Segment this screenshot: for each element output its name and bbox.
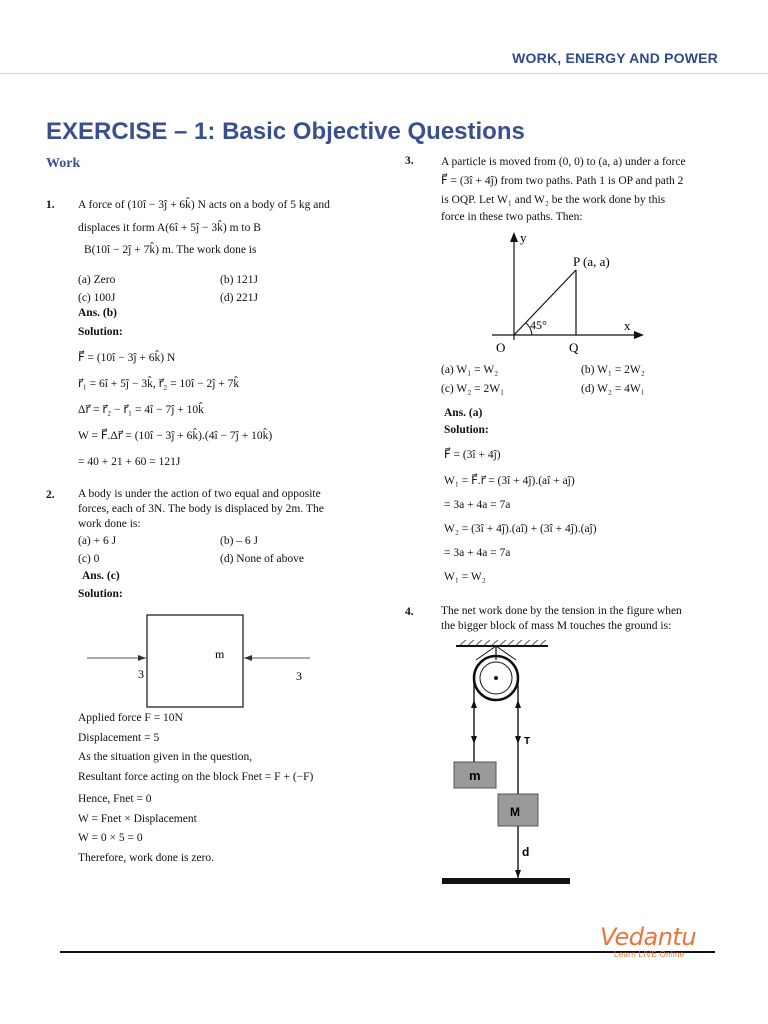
solution-label: Solution: [78, 588, 123, 600]
question-number: 2. [46, 489, 55, 501]
x-label: x [624, 318, 631, 333]
options [78, 272, 362, 306]
solution-step: W = 0 × 5 = 0 [78, 832, 143, 844]
vedantu-logo [600, 920, 710, 964]
solution-step: W₁ = W₂ [444, 571, 486, 583]
block-forces-figure [82, 610, 322, 710]
angle-label: 45° [530, 318, 547, 332]
question-text: is OQP. Let W₁ and W₂ be the work done by this [441, 194, 666, 206]
solution-step: As the situation given in the question, [78, 751, 253, 763]
option-a: (a) Zero [78, 274, 116, 286]
block-rect [147, 615, 243, 707]
question-text: A particle is moved from (0, 0) to (a, a) under a force [441, 156, 686, 168]
option-c: (c) W₂ = 2W₁ [441, 382, 505, 395]
question-text: force in these two paths. Then: [441, 211, 583, 223]
solution-label: Solution: [78, 326, 123, 338]
chapter-header: WORK, ENERGY AND POWER [512, 50, 718, 66]
left-force-label: 3 [138, 667, 144, 681]
exercise-title: EXERCISE – 1: Basic Objective Questions [46, 118, 525, 145]
path-figure [482, 228, 652, 358]
option-a: (a) + 6 J [78, 535, 117, 547]
option-d: (d) 221J [220, 291, 259, 304]
solution-label: Solution: [444, 424, 489, 436]
pulley-figure [436, 640, 576, 892]
solution-step: = 3a + 4a = 7a [444, 499, 511, 511]
solution-step: Displacement = 5 [78, 731, 160, 744]
q-label: Q [569, 340, 579, 355]
answer: Ans. (b) [78, 307, 117, 319]
question-number: 4. [405, 606, 414, 618]
solution-step: = 40 + 21 + 60 = 121J [78, 456, 181, 468]
header-divider [0, 73, 768, 74]
section-title: Work [46, 156, 81, 171]
solution-step: W = F⃗.Δr⃗ = (10î − 3ĵ + 6k̂).(4î − 7ĵ + 10k̂) [78, 430, 273, 442]
question-text: displaces it form A(6î + 5ĵ − 3k̂) m to B [78, 221, 261, 234]
solution-step: W₁ = F⃗.r⃗ = (3î + 4ĵ).(aî + aĵ) [444, 475, 575, 487]
question-text: F⃗ = (3î + 4ĵ) from two paths. Path 1 is OP and path 2 [441, 175, 684, 187]
solution-step: Applied force F = 10N [78, 712, 183, 724]
mass-label: m [215, 647, 225, 661]
right-force-label: 3 [296, 669, 302, 683]
solution-step: W = Fnet × Displacement [78, 812, 197, 825]
tension-label: T [524, 736, 531, 747]
solution-step: F⃗ = (10î − 3ĵ + 6k̂) N [78, 352, 176, 364]
solution-step: F⃗ = (3î + 4ĵ) [444, 449, 501, 461]
question-text: forces, each of 3N. The body is displaced by 2m. The [78, 503, 324, 515]
option-d: (d) None of above [220, 552, 304, 565]
logo-tagline: Learn LIVE Online [614, 950, 685, 959]
ground [442, 878, 570, 884]
question-number: 1. [46, 199, 55, 211]
solution-step: = 3a + 4a = 7a [444, 547, 511, 559]
option-b: (b) W₁ = 2W₂ [581, 364, 645, 376]
question-text: A body is under the action of two equal and opposite [78, 488, 321, 500]
question-text: B(10î − 2ĵ + 7k̂) m. The work done is [84, 244, 257, 257]
option-a: (a) W₁ = W₂ [441, 364, 499, 376]
solution-step: Hence, Fnet = 0 [78, 793, 152, 805]
distance-label: d [522, 845, 530, 859]
question-text: the bigger block of mass M touches the ground is: [441, 620, 672, 632]
big-mass-label: M [510, 805, 520, 819]
y-label: y [520, 230, 527, 245]
question-text: A force of (10î − 3ĵ + 6k̂) N acts on a body of 5 kg and [78, 199, 330, 211]
origin-label: O [496, 340, 506, 355]
question-text: The net work done by the tension in the figure when [441, 605, 682, 617]
solution-step: r⃗₁ = 6î + 5ĵ − 3k̂, r⃗₂ = 10î − 2ĵ + 7k̂ [78, 378, 240, 390]
option-c: (c) 0 [78, 552, 100, 565]
option-b: (b) – 6 J [220, 535, 259, 547]
solution-step: Therefore, work done is zero. [78, 851, 215, 864]
question-text: work done is: [78, 518, 141, 530]
option-b: (b) 121J [220, 274, 259, 286]
solution-step: W₂ = (3î + 4ĵ).(aî) + (3î + 4ĵ).(aĵ) [444, 523, 597, 535]
solution-step: Δr⃗ = r⃗₂ − r⃗₁ = 4î − 7ĵ + 10k̂ [78, 404, 204, 416]
option-d: (d) W₂ = 4W₁ [581, 382, 645, 395]
logo-word: Vedantu [600, 923, 697, 951]
solution-step: Resultant force acting on the block Fnet = F + (−F) [78, 770, 314, 783]
p-label: P (a, a) [573, 254, 610, 269]
answer: Ans. (c) [82, 570, 120, 582]
answer: Ans. (a) [444, 407, 483, 419]
options [441, 362, 721, 397]
option-c: (c) 100J [78, 291, 116, 304]
small-mass-label: m [469, 768, 481, 783]
question-number: 3. [405, 155, 414, 167]
options [78, 533, 362, 567]
